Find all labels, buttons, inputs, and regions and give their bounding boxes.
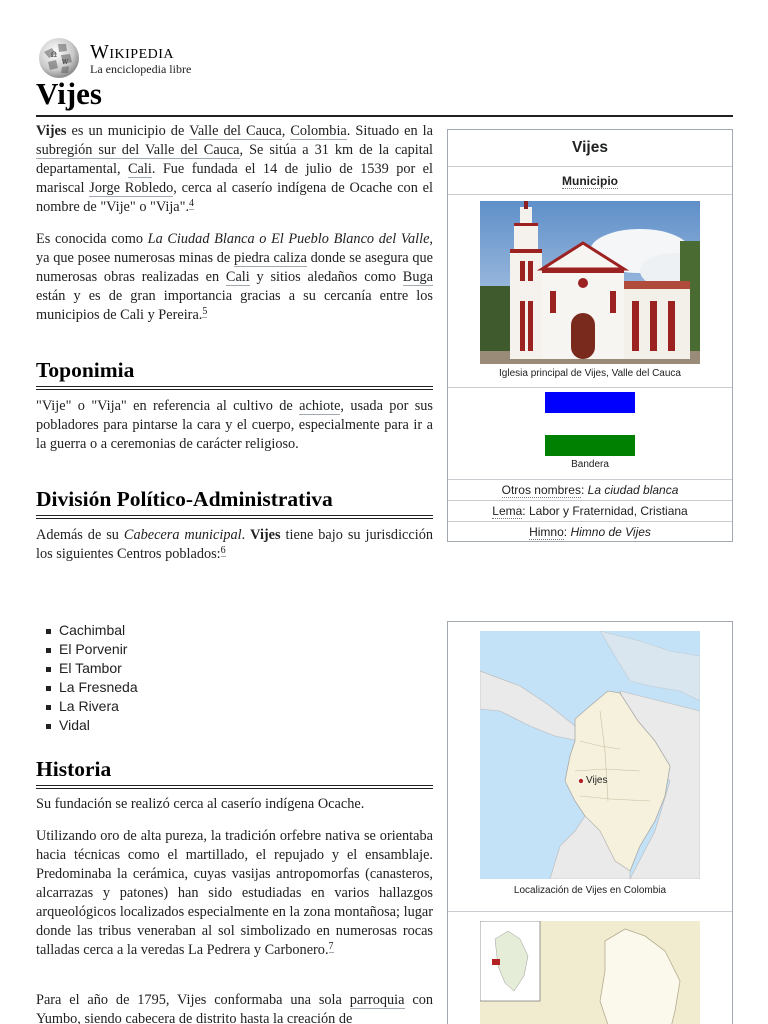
valle-del-cauca-map[interactable] <box>480 921 700 1024</box>
infobox <box>447 129 733 542</box>
list-item: El Tambor <box>44 659 138 678</box>
page-title: Vijes <box>36 76 102 111</box>
himno-label[interactable]: Himno <box>529 525 564 539</box>
link-parroquia[interactable]: parroquia <box>349 992 405 1008</box>
list-item: Cachimbal <box>44 621 138 640</box>
infobox-flag-cell <box>448 387 732 479</box>
flag-stripe-bottom <box>545 435 635 456</box>
infobox-otros-nombres: Otros nombres: La ciudad blanca <box>448 479 732 500</box>
map-marker-label: Vijes <box>586 775 608 786</box>
map-caption: Localización de Vijes en Colombia <box>513 885 667 896</box>
reference-5[interactable]: 5 <box>202 306 208 317</box>
list-item: La Rivera <box>44 697 138 716</box>
flag-stripe-top <box>545 392 635 413</box>
link-cali[interactable]: Cali <box>127 161 152 177</box>
lema-label[interactable]: Lema <box>492 504 523 518</box>
colombia-map[interactable] <box>480 631 700 879</box>
flag-stripe-middle <box>545 413 635 435</box>
municipio-link[interactable]: Municipio <box>562 174 618 188</box>
site-tagline: La enciclopedia libre <box>90 62 192 76</box>
vijes-location-marker <box>578 778 583 783</box>
site-name: Wikipedia <box>90 41 175 63</box>
heading-toponimia: Toponimia <box>36 356 433 390</box>
link-achiote[interactable]: achiote <box>299 398 341 414</box>
historia-paragraph-2: Utilizando oro de alta pureza, la tradición orfebre nativa se orientaba hacia técnicas como el martillado, el repujado y el ensamblaje. Predominaba la cerámica, cuyas vasijas antropomorfas (canasteros, alcarrazas y patones) han sido estudiadas en varios hallazgos arqueológicos localizados especialmente en la zona montañosa; lugar donde las tribus veneraban al sol simbolizado en numerosas rocas talladas cerca a la veredas La Pedrera y Carbonero.$^7$ <box>36 828 433 958</box>
infobox-lema: Lema: Labor y Fraternidad, Cristiana <box>448 500 732 521</box>
himno-value: Himno de Vijes <box>570 525 651 539</box>
svg-text:Ω: Ω <box>51 51 57 59</box>
intro-bold-title: Vijes <box>36 123 67 139</box>
church-image[interactable] <box>480 201 700 364</box>
list-item: Vidal <box>44 716 138 735</box>
link-buga[interactable]: Buga <box>402 269 433 285</box>
link-cali-2[interactable]: Cali <box>225 269 250 285</box>
lema-value: Labor y Fraternidad, Cristiana <box>528 504 688 518</box>
list-item: La Fresneda <box>44 678 138 697</box>
infobox-subtitle <box>448 166 732 194</box>
intro-paragraph: Vijes es un municipio de Valle del Cauca, Colombia. Situado en la subregión sur del Valle del Cauca, Se sitúa a 31 km de la capital departamental, Cali. Fue fundada el 14 de julio de 1539 por el mariscal Jorge Robledo, cerca al caserío indígena de Ocache con el nombre de "Vije" o "Vija".$^4$ <box>36 123 434 215</box>
heading-division: División Político-Administrativa <box>36 485 433 519</box>
otros-nombres-label[interactable]: Otros nombres <box>501 483 581 497</box>
link-valle-del-cauca[interactable]: Valle del Cauca <box>189 123 282 139</box>
list-item: El Porvenir <box>44 640 138 659</box>
infobox-himno: Himno: Himno de Vijes <box>448 521 732 542</box>
title-divider <box>36 115 733 117</box>
link-piedra-caliza[interactable]: piedra caliza <box>234 250 307 266</box>
toponimia-paragraph: "Vije" o "Vija" en referencia al cultivo de achiote, usada por sus pobladores para pintarse la cara y el cuerpo, especialmente para ir a la guerra o a ceremonias de carácter religioso. <box>36 398 433 452</box>
link-jorge-robledo[interactable]: Jorge Robledo <box>89 180 174 196</box>
flag-image[interactable] <box>545 392 635 456</box>
otros-nombres-value: La ciudad blanca <box>587 483 679 497</box>
division-paragraph: Además de su Cabecera municipal. Vijes tiene bajo su jurisdicción los siguientes Centros poblados:$^6$ <box>36 527 433 562</box>
reference-7[interactable]: 7 <box>328 941 334 952</box>
link-colombia[interactable]: Colombia <box>290 123 347 139</box>
historia-paragraph-1: Su fundación se realizó cerca al caserío indígena Ocache. <box>36 796 365 812</box>
svg-text:W: W <box>62 59 69 66</box>
location-map-box <box>447 621 733 1024</box>
centros-poblados-list <box>44 621 138 735</box>
second-paragraph: Es conocida como La Ciudad Blanca o El Pueblo Blanco del Valle, ya que posee numerosas minas de piedra caliza donde se asegura que numerosas obras realizadas en Cali y sitios aledaños como Buga están y es de gran importancia gracias a su cercanía entre los municipios de Cali y Pereira.$^5$ <box>36 231 433 323</box>
church-caption: Iglesia principal de Vijes, Valle del Cauca <box>499 368 681 379</box>
reference-4[interactable]: 4 <box>189 198 195 209</box>
infobox-title: Vijes <box>572 139 608 156</box>
heading-historia: Historia <box>36 755 433 789</box>
reference-6[interactable]: 6 <box>220 545 226 556</box>
link-subregion-sur[interactable]: subregión sur del Valle del Cauca <box>36 142 240 158</box>
historia-paragraph-3: Para el año de 1795, Vijes conformaba una sola parroquia con Yumbo, siendo cabecera de distrito hasta la creación de <box>36 992 433 1024</box>
map-divider <box>448 911 732 912</box>
infobox-image-cell <box>448 194 732 387</box>
flag-caption: Bandera <box>571 459 609 470</box>
